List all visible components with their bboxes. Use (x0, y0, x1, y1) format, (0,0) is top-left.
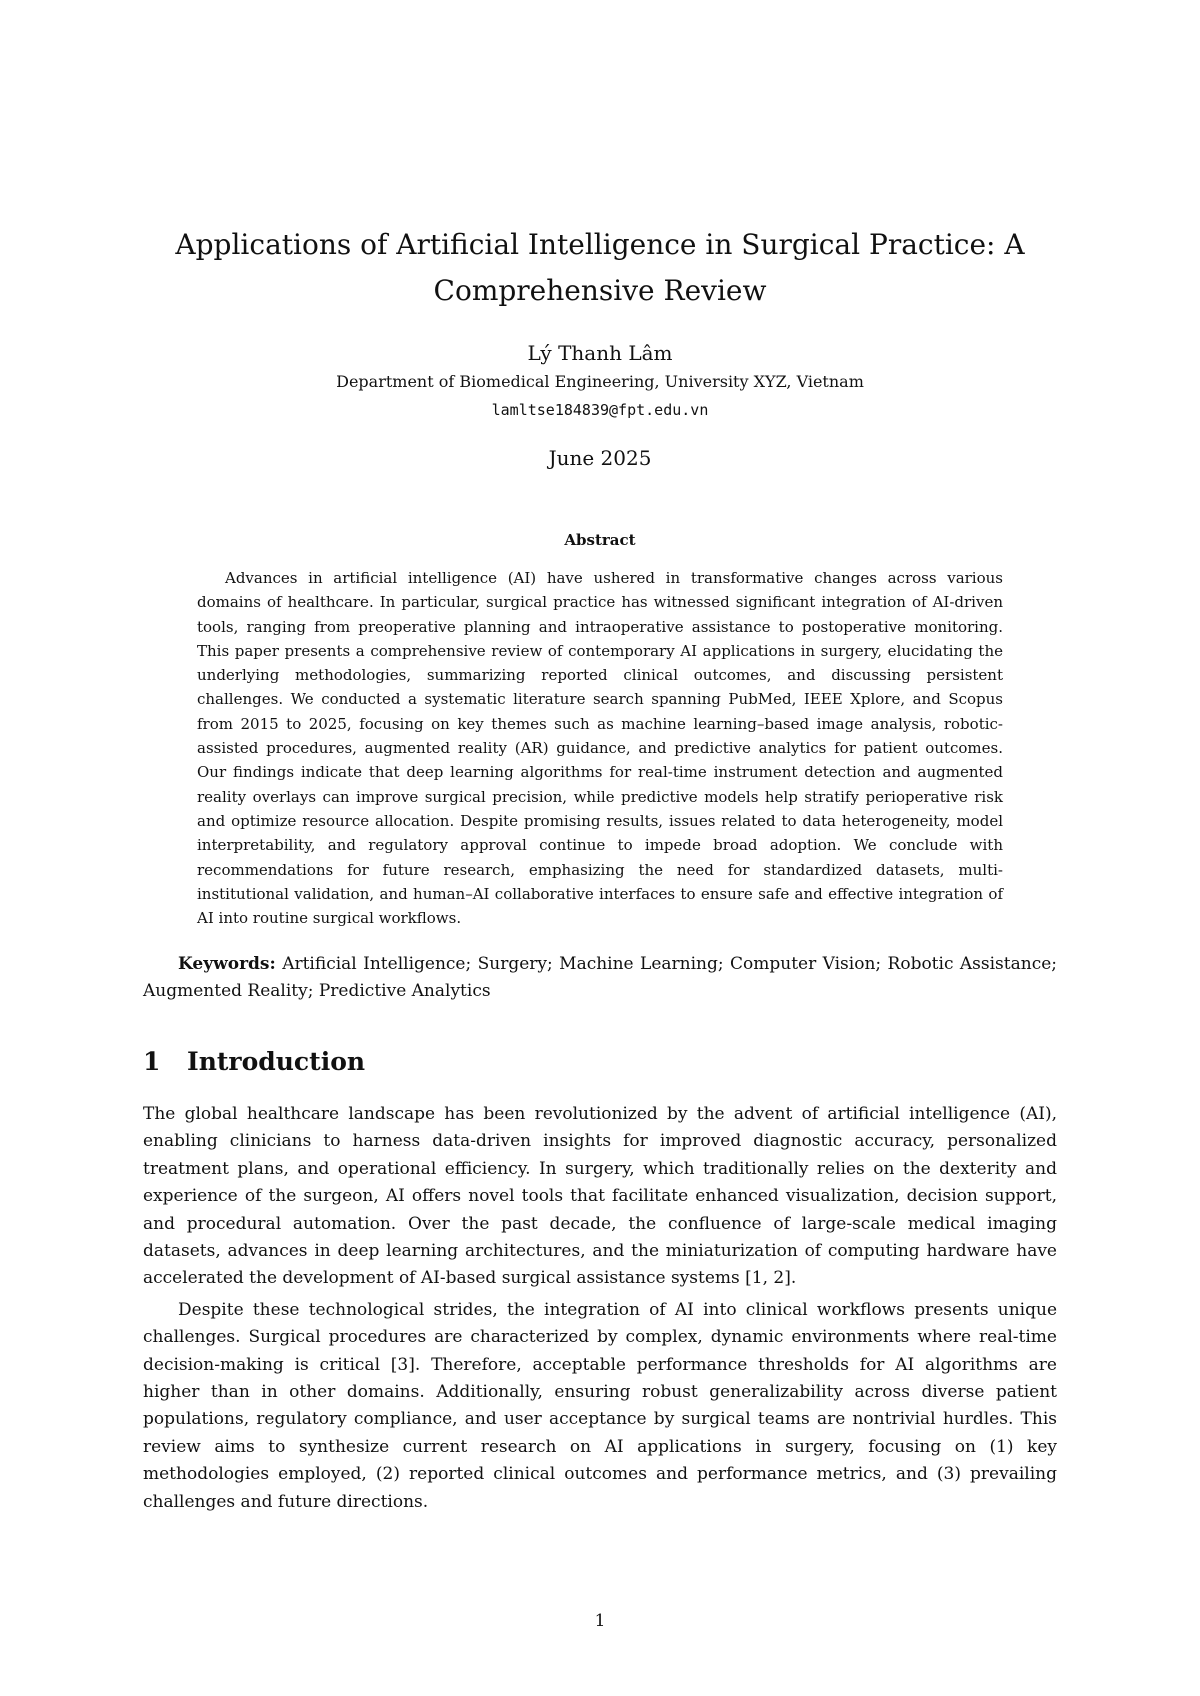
section-heading-introduction (143, 1046, 365, 1078)
keywords (143, 951, 1057, 1005)
page-number: 1 (594, 1611, 606, 1631)
introduction-body (143, 1101, 1057, 1516)
abstract-body: Advances in artificial intelligence (AI) have ushered in transformative changes across various domains of healthcare. In particular, surgical practice has witnessed significant integration of AI-driven tools, ranging from preoperative planning and intraoperative assistance to postoperative monitoring. This paper presents a comprehensive review of contemporary AI applications in surgery, elucidating the underlying methodologies, summarizing reported clinical outcomes, and discussing persistent challenges. We conducted a systematic literature search spanning PubMed, IEEE Xplore, and Scopus from 2015 to 2025, focusing on key themes such as machine learning–based image analysis, robotic-assisted procedures, augmented reality (AR) guidance, and predictive analytics for patient outcomes. Our findings indicate that deep learning algorithms for real-time instrument detection and augmented reality overlays can improve surgical precision, while predictive models help stratify perioperative risk and optimize resource allocation. Despite promising results, issues related to data heterogeneity, model interpretability, and regulatory approval continue to impede broad adoption. We conclude with recommendations for future research, emphasizing the need for standardized datasets, multi-institutional validation, and human–AI collaborative interfaces to ensure safe and effective integration of AI into routine surgical workflows. (197, 569, 1003, 928)
section-title: Introduction (187, 1047, 366, 1076)
section-number: 1 (143, 1047, 161, 1076)
keywords-label: Keywords: (178, 954, 276, 974)
abstract-heading: Abstract (564, 531, 636, 549)
publication-date: June 2025 (548, 446, 652, 470)
paragraph: Despite these technological strides, the integration of AI into clinical workflows presents unique challenges. Surgical procedures are characterized by complex, dynamic environments where real-time decision-making is critical [3]. Therefore, acceptable performance thresholds for AI algorithms are higher than in other domains. Additionally, ensuring robust generalizability across diverse patient populations, regulatory compliance, and user acceptance by surgical teams are nontrivial hurdles. This review aims to synthesize current research on AI applications in surgery, focusing on (1) key methodologies employed, (2) reported clinical outcomes and performance metrics, and (3) prevailing challenges and future directions. (143, 1299, 1057, 1512)
paper-title: Applications of Artificial Intelligence in Surgical Practice: A Comprehensive Review (175, 228, 1025, 307)
keywords-list: Artificial Intelligence; Surgery; Machine Learning; Computer Vision; Robotic Assistance; Augmented Reality; Predictive Analytics (143, 954, 1057, 1001)
author-affiliation: Department of Biomedical Engineering, University XYZ, Vietnam (336, 372, 864, 391)
author-name: Lý Thanh Lâm (527, 341, 673, 365)
paragraph: The global healthcare landscape has been revolutionized by the advent of artificial intelligence (AI), enabling clinicians to harness data-driven insights for improved diagnostic accuracy, personalized treatment plans, and operational efficiency. In surgery, which traditionally relies on the dexterity and experience of the surgeon, AI offers novel tools that facilitate enhanced visualization, decision support, and procedural automation. Over the past decade, the confluence of large-scale medical imaging datasets, advances in deep learning architectures, and the miniaturization of computing hardware have accelerated the development of AI-based surgical assistance systems [1, 2]. (143, 1104, 1057, 1289)
author-email: lamltse184839@fpt.edu.vn (491, 401, 709, 419)
